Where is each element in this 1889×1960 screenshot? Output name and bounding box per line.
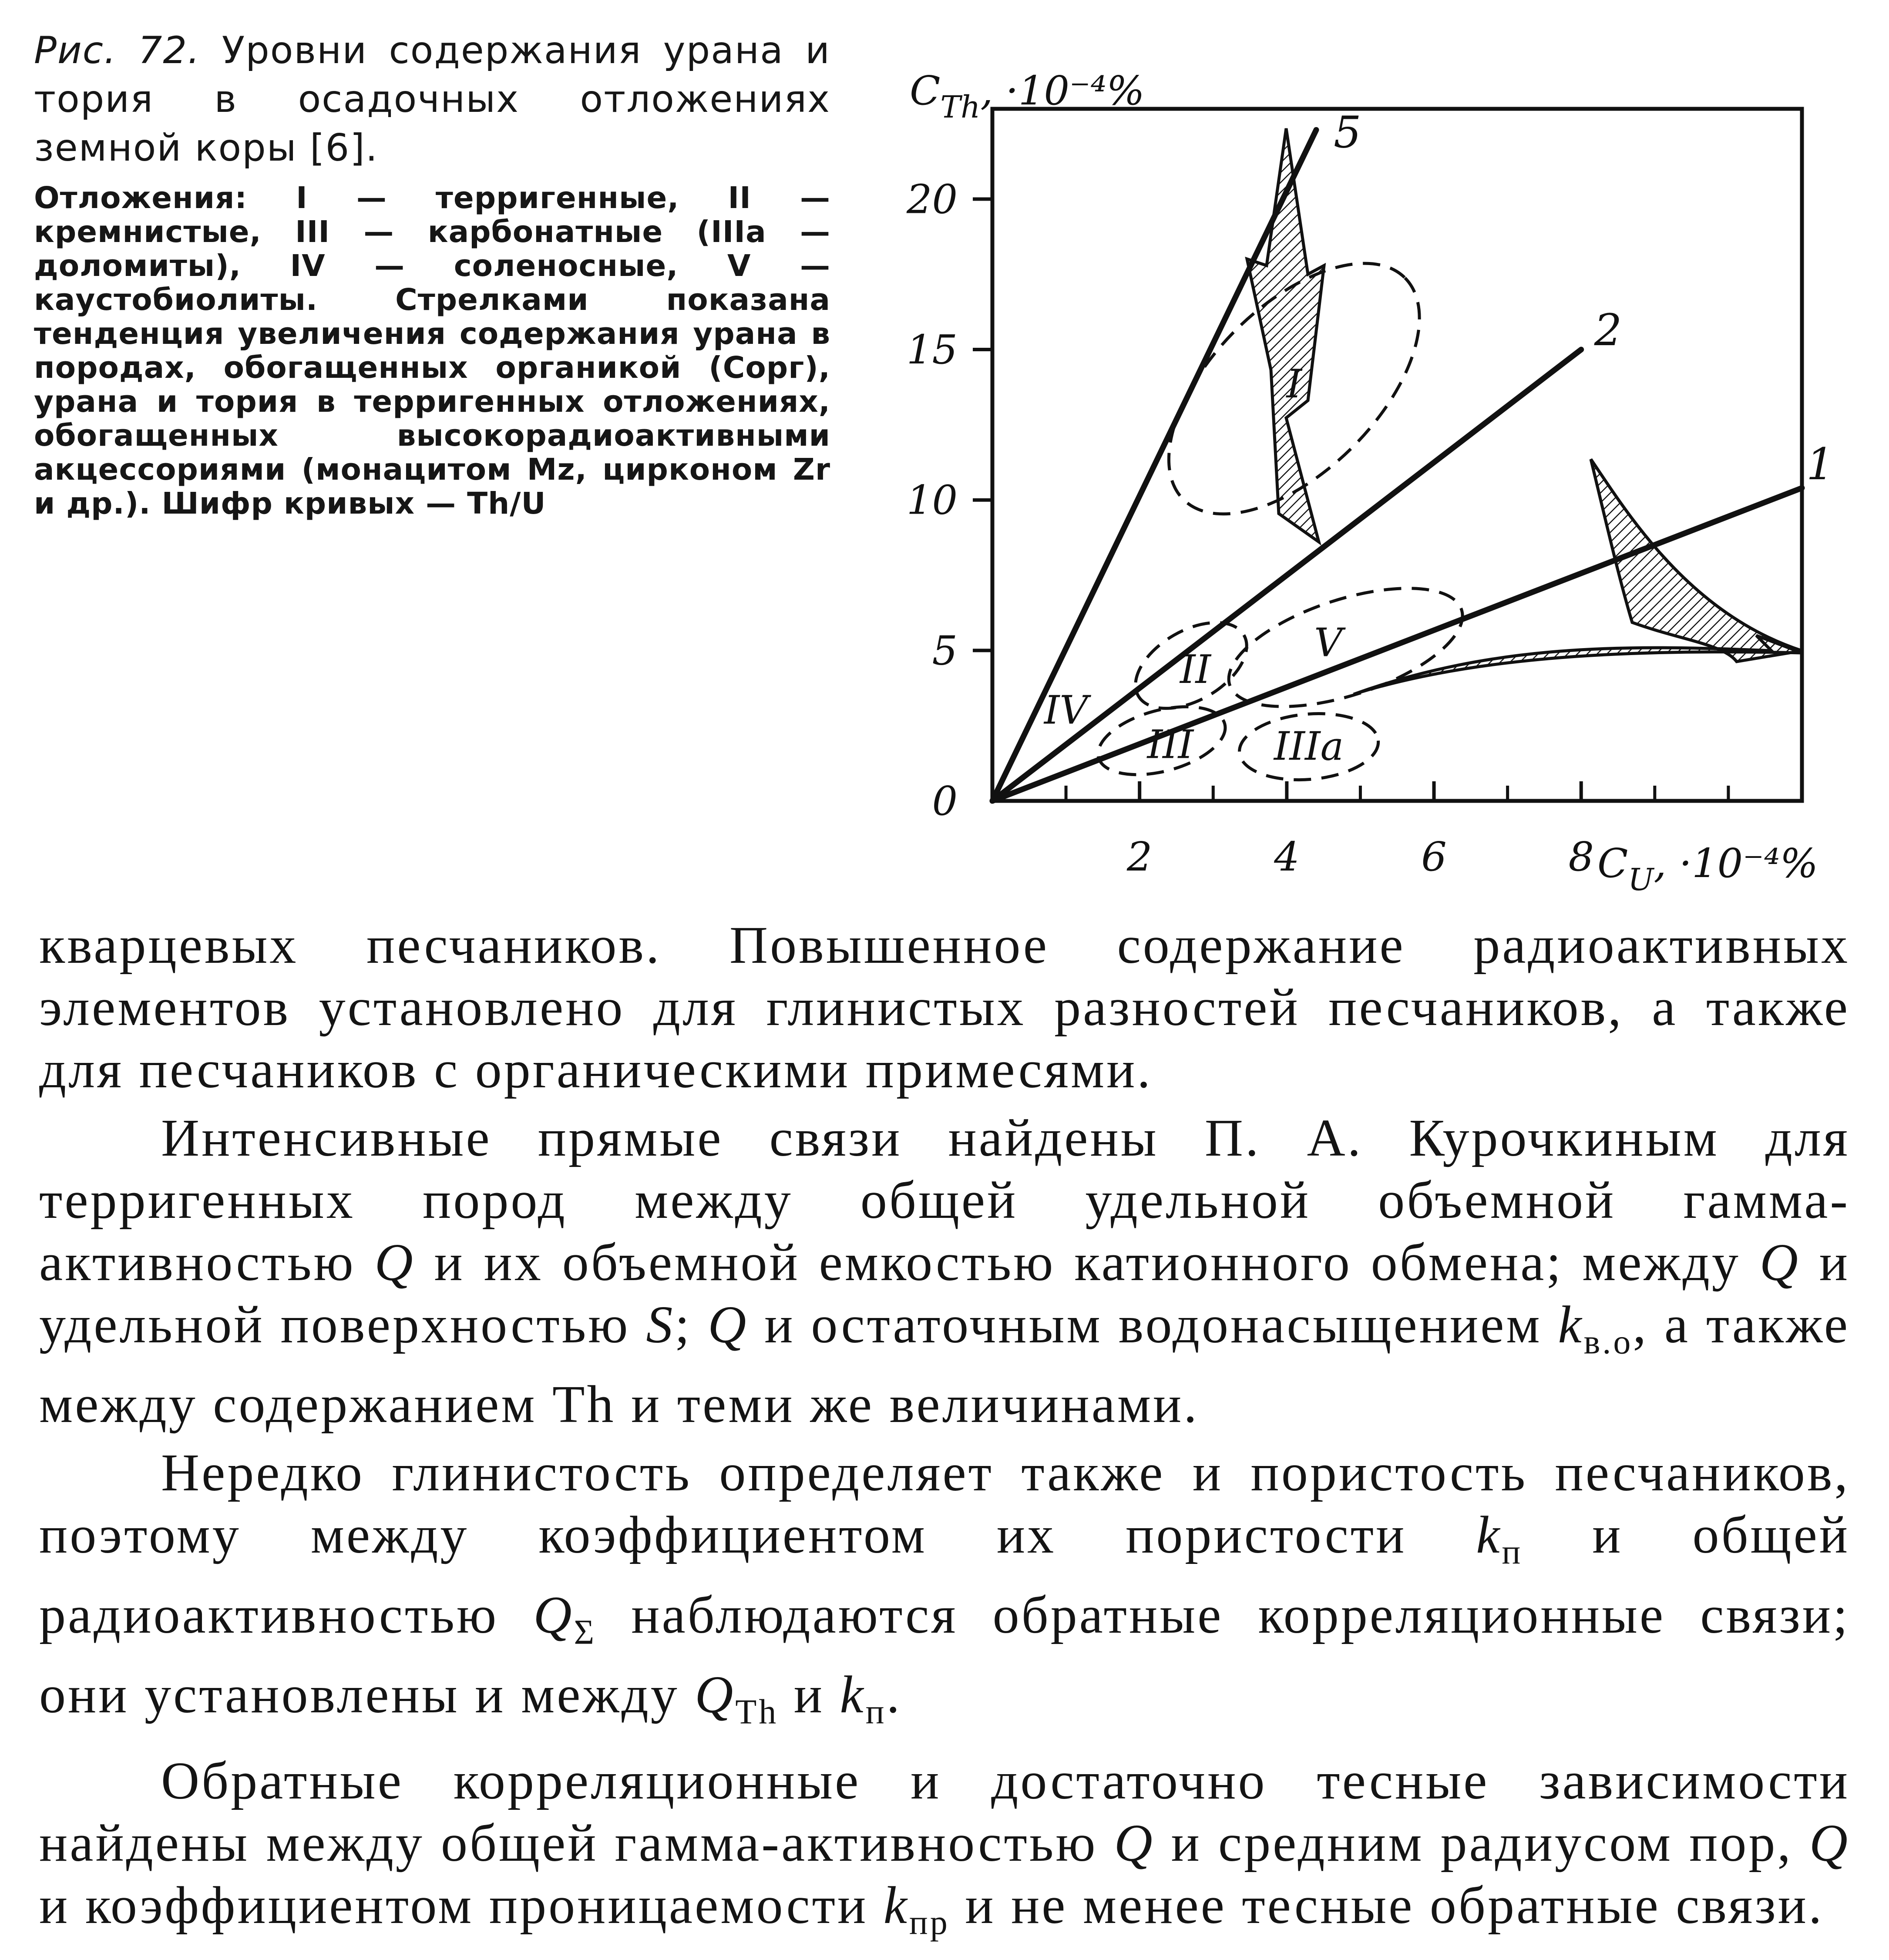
text-run: и остаточным водонасыщением: [748, 1295, 1558, 1354]
region-label-IIIa: IIIa: [1274, 723, 1344, 770]
math-symbol: Q: [708, 1295, 749, 1354]
body-text: [39, 914, 1850, 1960]
math-symbol: Q: [374, 1233, 415, 1292]
region-label-II: II: [1180, 646, 1211, 693]
math-symbol: Q: [1809, 1813, 1850, 1873]
th-u-chart: [884, 17, 1859, 898]
accessory-arrow-icon: [1591, 459, 1802, 662]
math-subscript: пр: [909, 1903, 950, 1942]
x-tick-label: 8: [1568, 834, 1594, 880]
text-run: и не менее тесные обратные связи.: [949, 1876, 1824, 1935]
caption-title-text: Уровни содержания урана и тория в осадочных отложениях земной коры [6].: [34, 29, 830, 170]
figure-caption: [34, 26, 830, 521]
y-tick-label: 5: [932, 627, 958, 674]
x-tick-label: 2: [1126, 834, 1153, 880]
text-run: Нередко глинистость определяет также и пористость песчаников, поэтому между коэффициентом их пористости: [39, 1443, 1850, 1565]
text-run: ;: [675, 1295, 708, 1354]
text-run: Интенсивные прямые связи найдены П. А. Курочкиным для терригенных пород между общей удельной объемной гамма-активностью: [39, 1109, 1850, 1292]
math-symbol: Q: [1114, 1813, 1155, 1873]
x-axis-label: $C_U$, ·10⁻⁴%: [1597, 840, 1818, 898]
math-symbol: Q: [1759, 1233, 1800, 1292]
math-symbol: S: [646, 1295, 675, 1354]
region-outline-V: [1215, 564, 1476, 730]
math-symbol: k: [840, 1665, 866, 1725]
y-tick-label: 0: [932, 778, 958, 824]
region-label-V: V: [1314, 620, 1343, 666]
math-subscript: Σ: [574, 1613, 597, 1652]
text-run: , а также между содержанием Th и теми же величинами.: [39, 1295, 1850, 1434]
body-paragraph: [39, 914, 1850, 1101]
math-symbol: k: [1476, 1506, 1502, 1565]
text-run: и коэффициентом проницаемости: [39, 1876, 884, 1935]
math-subscript: в.о: [1583, 1323, 1633, 1362]
text-run: и удельной поверхностью: [39, 1233, 1850, 1354]
x-tick-label: 4: [1274, 834, 1300, 880]
y-axis-label: $C_{Th}$, ·10⁻⁴%: [910, 67, 1145, 125]
math-symbol: Q: [533, 1585, 574, 1644]
text-run: кварцевых песчаников. Повышенное содержание радиоактивных элементов установлено для глинистых разностей песчаников, а также для песчаников с органическими примесями.: [39, 916, 1850, 1099]
text-run: .: [886, 1665, 902, 1725]
math-subscript: Th: [735, 1693, 779, 1731]
chart-svg: [884, 17, 1859, 898]
body-paragraph: [39, 1107, 1850, 1436]
series-label-1: 1: [1806, 439, 1834, 490]
series-line-1: [992, 488, 1802, 801]
math-symbol: k: [1558, 1295, 1584, 1354]
region-label-IV: IV: [1044, 687, 1088, 733]
text-run: и общей радиоактивностью: [39, 1506, 1850, 1644]
x-tick-label: 6: [1421, 834, 1447, 880]
series-label-5: 5: [1334, 107, 1361, 158]
y-tick-label: 20: [906, 176, 958, 223]
body-paragraph: [39, 1750, 1850, 1954]
text-run: и средним радиусом пор,: [1154, 1813, 1809, 1873]
math-subscript: п: [865, 1693, 887, 1731]
plot-frame: [992, 109, 1802, 801]
text-run: Обратные корреляционные и достаточно тесные зависимости найдены между общей гамма-активностью: [39, 1751, 1850, 1873]
series-line-5: [992, 130, 1316, 801]
caption-title: [34, 26, 830, 172]
math-symbol: k: [883, 1876, 909, 1935]
math-subscript: п: [1502, 1533, 1523, 1572]
text-run: и: [778, 1665, 840, 1725]
body-paragraph: [39, 1442, 1850, 1743]
figure-label: Рис. 72.: [34, 29, 201, 72]
y-tick-label: 10: [906, 477, 958, 524]
region-label-III: III: [1147, 722, 1194, 768]
text-run: наблюдаются обратные корреляционные связи; они установлены и между: [39, 1585, 1850, 1725]
series-label-2: 2: [1594, 305, 1622, 356]
y-tick-label: 15: [906, 326, 958, 373]
math-symbol: Q: [695, 1665, 736, 1725]
caption-body: Отложения: I — терригенные, II — кремнистые, III — карбонатные (IIIa — доломиты), IV — соленосные, V — каустобиолиты. Стрелками показана тенденция увеличения содержания урана в породах, обогащенных органикой (Сорг), урана и тория в терригенных отложениях, обогащенных высокорадиоактивными акцессориями (монацитом Mz, цирконом Zr и др.). Шифр кривых — Th/U: [34, 181, 830, 521]
text-run: и их объемной емкостью катионного обмена; между: [415, 1233, 1760, 1292]
